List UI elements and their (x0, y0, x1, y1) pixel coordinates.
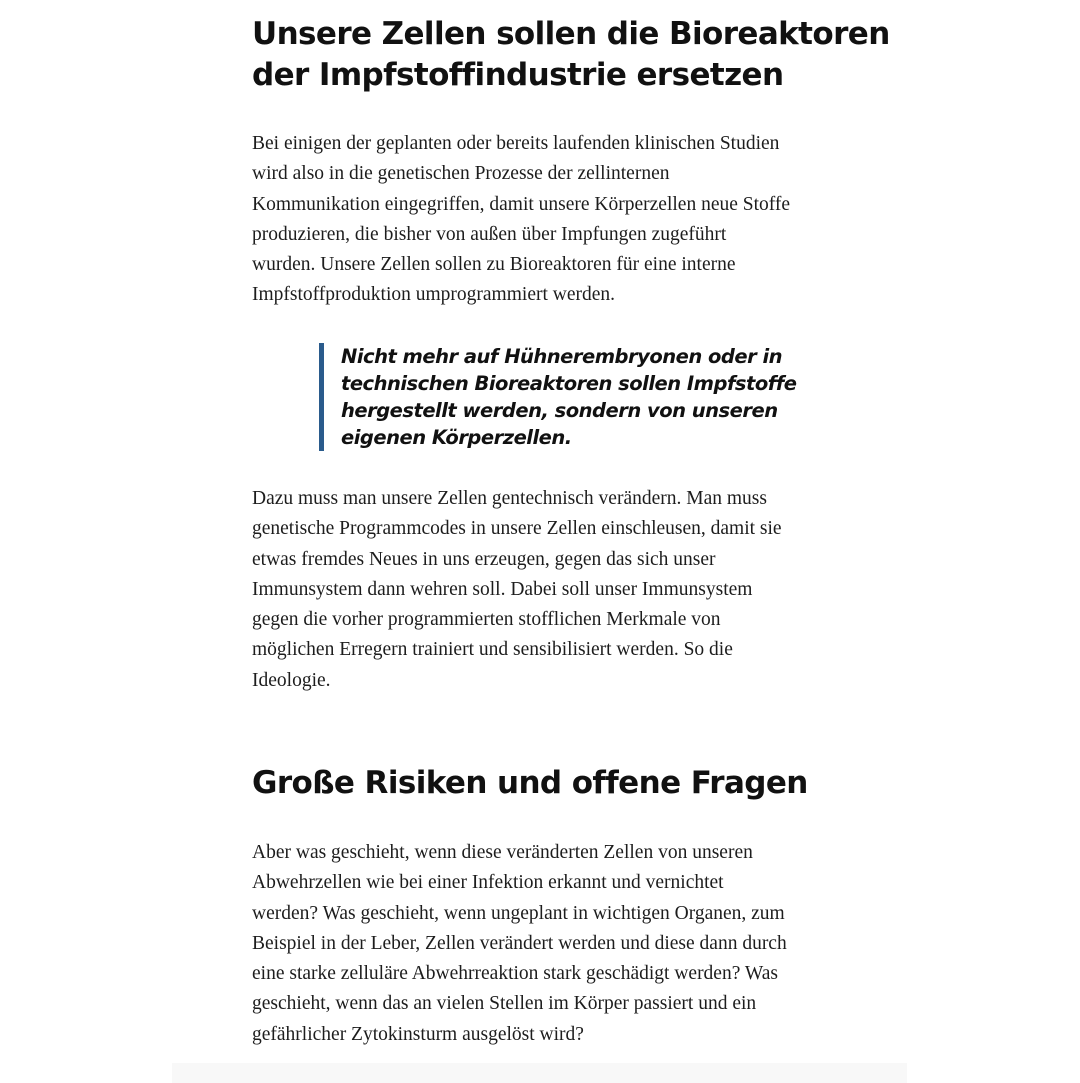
text-line: Beispiel in der Leber, Zellen verändert werden und diese dann durch (252, 932, 787, 954)
text-line: Ideologie. (252, 669, 331, 691)
heading-line: der Impfstoffindustrie ersetzen (252, 57, 784, 93)
pull-quote (319, 343, 796, 451)
paragraph-2 (252, 484, 872, 696)
text-line: Kommunikation eingegriffen, damit unsere Körperzellen neue Stoffe (252, 193, 791, 215)
quote-line: technischen Bioreaktoren sollen Impfstoffe (341, 372, 797, 395)
text-line: Aber was geschieht, wenn diese veränderten Zellen von unseren (252, 842, 753, 863)
text-line: Immunsystem dann wehren soll. Dabei soll unser Immunsystem (252, 578, 753, 600)
text-line: Bei einigen der geplanten oder bereits laufenden klinischen Studien (252, 133, 780, 154)
text-line: Impfstoffproduktion umprogrammiert werden. (252, 284, 616, 306)
next-content-box (172, 1063, 907, 1083)
text-line: geschieht, wenn das an vielen Stellen im Körper passiert und ein (252, 993, 757, 1015)
text-line: Dazu muss man unsere Zellen gentechnisch verändern. Man muss (252, 488, 767, 509)
quote-line: hergestellt werden, sondern von unseren (341, 399, 778, 422)
text-line: möglichen Erregern trainiert und sensibilisiert werden. So die (252, 639, 733, 661)
text-line: produzieren, die bisher von außen über Impfungen zugeführt (252, 223, 727, 245)
text-line: werden? Was geschieht, wenn ungeplant in wichtigen Organen, zum (252, 902, 785, 924)
text-line: Abwehrzellen wie bei einer Infektion erkannt und vernichtet (252, 872, 724, 894)
text-line: gefährlicher Zytokinsturm ausgelöst wird? (252, 1023, 584, 1045)
text-line: gegen die vorher programmierten stofflichen Merkmale von (252, 609, 721, 631)
text-line: eine starke zelluläre Abwehrreaktion stark geschädigt werden? Was (252, 963, 778, 985)
section-heading-2: Große Risiken und offene Fragen (252, 765, 808, 801)
text-line: etwas fremdes Neues in uns erzeugen, gegen das sich unser (252, 548, 716, 570)
quote-line: eigenen Körperzellen. (341, 426, 572, 449)
text-line: wird also in die genetischen Prozesse der zellinternen (252, 163, 670, 185)
section-heading-1 (252, 14, 892, 96)
heading-line: Unsere Zellen sollen die Bioreaktoren (252, 16, 890, 52)
text-line: genetische Programmcodes in unsere Zellen einschleusen, damit sie (252, 518, 782, 540)
quote-line: Nicht mehr auf Hühnerembryonen oder in (341, 345, 783, 368)
paragraph-3 (252, 838, 872, 1050)
text-line: wurden. Unsere Zellen sollen zu Bioreaktoren für eine interne (252, 254, 736, 276)
paragraph-1 (252, 129, 872, 311)
